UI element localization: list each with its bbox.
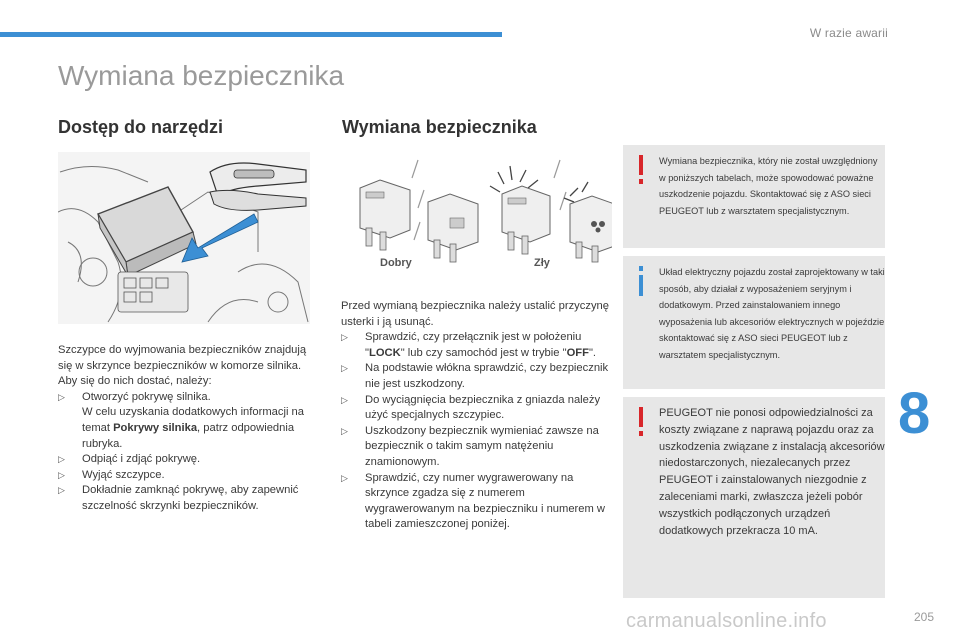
page-title: Wymiana bezpiecznika bbox=[58, 60, 345, 91]
list-item: ▷ Do wyciągnięcia bezpiecznika z gniazda należy użyć specjalnych szczypiec. bbox=[341, 393, 601, 422]
warning-icon bbox=[636, 407, 646, 437]
fuse-bad-illustration bbox=[490, 160, 612, 262]
fuse-replacement-intro: Przed wymianą bezpiecznika należy ustalić przyczynę usterki i ją usunąć. bbox=[341, 300, 609, 328]
bullet-icon: ▷ bbox=[58, 485, 65, 496]
top-accent-bar bbox=[0, 32, 502, 37]
list-item: ▷ Na podstawie włókna sprawdzić, czy bezpiecznik nie jest uszkodzony. bbox=[341, 362, 609, 390]
list-item: ▷ Sprawdzić, czy przełącznik jest w położeniu "LOCK" lub czy samochód jest w trybie "OFF". bbox=[341, 331, 597, 359]
heading-fuse-replacement: Wymiana bezpiecznika bbox=[342, 117, 537, 137]
warning-icon bbox=[636, 155, 646, 185]
tool-access-text bbox=[58, 343, 318, 515]
page-number: 205 bbox=[913, 610, 934, 624]
bullet-icon: ▷ bbox=[341, 472, 348, 483]
info-note-text: Układ elektryczny pojazdu został zaprojektowany w taki sposób, aby działał z wyposażeniem seryjnym i dodatkowym. Przed zainstalowaniem innego wyposażenia lub akcesoriów elektrycznych w pojeździe skontaktować się z ASO sieci PEUGEOT lub z warsztatem specjalistycznym. bbox=[659, 267, 885, 360]
bullet-icon: ▷ bbox=[341, 425, 348, 436]
bullet-icon: ▷ bbox=[341, 332, 348, 343]
chapter-number: 8 bbox=[898, 381, 931, 446]
bullet-icon: ▷ bbox=[58, 454, 65, 465]
fuse-replacement-text bbox=[341, 299, 609, 533]
bullet-icon: ▷ bbox=[58, 391, 65, 402]
list-item: ▷ Otworzyć pokrywę silnika. W celu uzyskania dodatkowych informacji na temat Pokrywy silnika, patrz odpowiednia rubryka. bbox=[58, 390, 304, 450]
engine-bay-photo bbox=[58, 152, 310, 324]
bullet-icon: ▷ bbox=[341, 394, 348, 405]
fuse-good-illustration bbox=[360, 160, 478, 262]
list-item: ▷ Sprawdzić, czy numer wygrawerowany na skrzynce zgadza się z numerem wygrawerowanym na bezpieczniku i numerem w tabeli zamieszczonej poniżej. bbox=[341, 471, 606, 531]
fuse-bad-label: Zły bbox=[534, 257, 550, 269]
warning-note-fuse bbox=[623, 145, 885, 248]
list-item: ▷ Uszkodzony bezpiecznik wymieniać zawsze na bezpiecznik o takim samym natężeniu znamionowym. bbox=[341, 424, 599, 468]
fuse-good-label: Dobry bbox=[380, 257, 412, 269]
list-item: ▷ Wyjąć szczypce. bbox=[58, 468, 318, 484]
warning-note-text: Wymiana bezpiecznika, który nie został uwzględniony w poniższych tabelach, może spowodować poważne uszkodzenie pojazdu. Skontaktować się z ASO sieci PEUGEOT lub z warsztatem specjalistycznym. bbox=[659, 156, 878, 216]
engine-bay-illustration bbox=[58, 152, 310, 324]
section-name: W razie awarii bbox=[809, 26, 888, 40]
warning-note-liability bbox=[623, 397, 885, 598]
list-item: ▷ Odpiąć i zdjąć pokrywę. bbox=[58, 452, 318, 468]
heading-tool-access: Dostęp do narzędzi bbox=[58, 117, 224, 137]
tool-access-intro: Szczypce do wyjmowania bezpieczników znajdują się w skrzynce bezpieczników w komorze silnika. bbox=[58, 344, 307, 372]
liability-note-text: PEUGEOT nie ponosi odpowiedzialności za koszty związane z naprawą pojazdu oraz za uszkodzenia związane z instalacją akcesoriów niedostarczonych, niezalecanych przez PEUGEOT i zainstalowanych niezgodnie z zaleceniami marki, zwłaszcza jeżeli pobór wszystkich podłączonych urządzeń dodatkowych przekracza 10 mA. bbox=[659, 407, 885, 537]
bullet-icon: ▷ bbox=[341, 363, 348, 374]
info-icon bbox=[636, 266, 646, 296]
info-note-electrical bbox=[623, 256, 885, 389]
tool-access-intro2: Aby się do nich dostać, należy: bbox=[58, 375, 212, 388]
watermark: carmanualsonline.info bbox=[626, 610, 827, 632]
bullet-icon: ▷ bbox=[58, 469, 65, 480]
list-item: ▷ Dokładnie zamknąć pokrywę, aby zapewnić szczelność skrzynki bezpieczników. bbox=[58, 484, 299, 512]
